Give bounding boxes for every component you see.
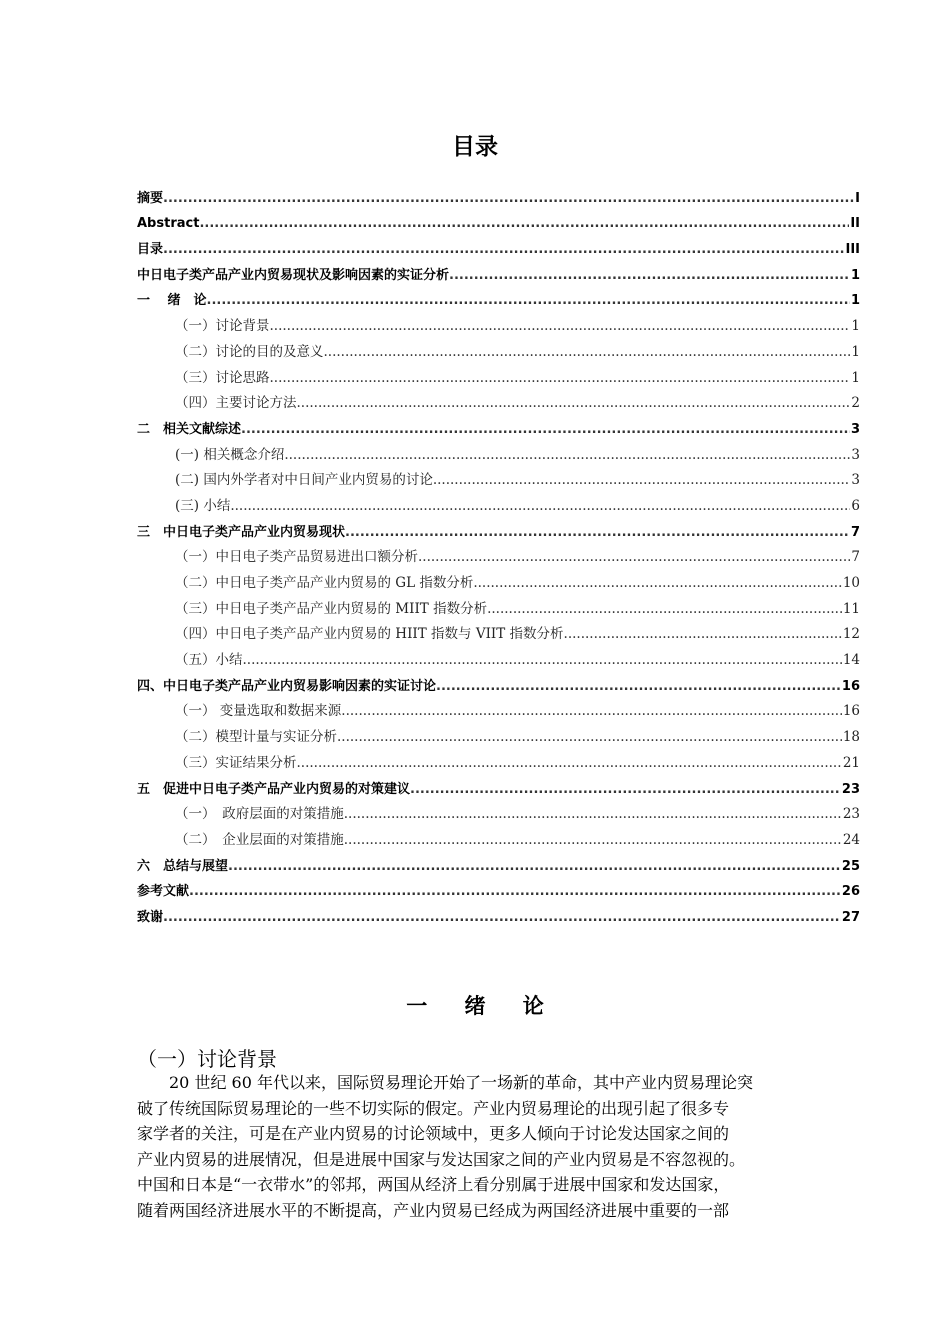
toc-entry[interactable] <box>137 412 860 438</box>
toc-entry[interactable] <box>137 284 860 310</box>
toc-leader-dots <box>297 755 842 772</box>
toc-entry[interactable] <box>137 875 860 901</box>
toc-entry[interactable] <box>137 592 860 618</box>
toc-leader-dots <box>230 498 850 515</box>
toc-entry[interactable] <box>137 746 860 772</box>
toc-entry-title: Abstract <box>137 216 200 232</box>
toc-entry-title: （三）实证结果分析 <box>175 754 297 771</box>
body-paragraph <box>137 1070 860 1224</box>
toc-leader-dots <box>243 652 842 669</box>
toc-entry-page: 11 <box>842 600 860 617</box>
toc-entry-title: （一）讨论背景 <box>175 318 270 335</box>
toc-entry-title: 致谢 <box>137 909 164 925</box>
toc-entry[interactable] <box>137 669 860 695</box>
toc-entry-title: （二）模型计量与实证分析 <box>175 729 337 746</box>
toc-leader-dots <box>284 447 850 464</box>
body-line: 产业内贸易的进展情况，但是进展中国家与发达国家之间的产业内贸易是不容忽视的。 <box>137 1149 746 1169</box>
toc-entry[interactable] <box>137 309 860 335</box>
toc-leader-dots <box>207 292 850 309</box>
toc-leader-dots <box>344 806 842 823</box>
toc-entry-page: 23 <box>842 806 860 823</box>
toc-entry[interactable] <box>137 515 860 541</box>
toc-entry-page: 1 <box>851 369 860 386</box>
toc-entry-title: （一） 政府层面的对策措施 <box>175 806 344 823</box>
toc-entry-page: I <box>855 190 860 206</box>
toc-entry[interactable] <box>137 720 860 746</box>
toc-entry-page: 16 <box>842 703 860 720</box>
toc-leader-dots <box>199 215 849 232</box>
toc-leader-dots <box>228 858 841 875</box>
toc-entry-title: (一) 相关概念介绍 <box>175 446 285 463</box>
toc-entry-page: 18 <box>842 729 860 746</box>
toc-entry-title: 目录 <box>137 242 164 258</box>
toc-entry-title: （三）中日电子类产品产业内贸易的 MIIT 指数分析 <box>175 600 488 617</box>
toc-leader-dots <box>270 370 851 387</box>
toc-leader-dots <box>410 781 841 798</box>
toc-entry-page: 14 <box>842 652 860 669</box>
toc-entry-page: 3 <box>851 446 860 463</box>
toc-entry-title: (二) 国内外学者对中日间产业内贸易的讨论 <box>175 472 433 489</box>
toc-title: 目录 <box>452 134 498 160</box>
toc-leader-dots <box>324 344 851 361</box>
toc-entry-page: 1 <box>851 343 860 360</box>
toc-entry[interactable] <box>137 387 860 413</box>
toc-leader-dots <box>345 524 850 541</box>
toc-entry-title: （五）小结 <box>175 652 243 669</box>
toc-leader-dots <box>189 883 841 900</box>
toc-entry-title: （三）讨论思路 <box>175 369 270 386</box>
toc-entry[interactable] <box>137 566 860 592</box>
toc-entry-page: 16 <box>841 678 860 694</box>
toc-entry-page: 23 <box>841 781 860 797</box>
toc-entry-title: （二） 企业层面的对策措施 <box>175 831 344 848</box>
toc-entry-title: （一） 变量选取和数据来源 <box>175 703 342 720</box>
toc-entry-page: 10 <box>842 575 860 591</box>
toc-leader-dots <box>163 909 841 926</box>
toc-entry[interactable] <box>137 643 860 669</box>
toc-entry[interactable] <box>137 900 860 926</box>
toc-entry-title: 中日电子类产品产业内贸易现状及影响因素的实证分析 <box>137 267 450 283</box>
toc-entry[interactable] <box>137 695 860 721</box>
body-line: 家学者的关注，可是在产业内贸易的讨论领域中，更多人倾向于讨论发达国家之间的 <box>137 1124 730 1144</box>
body-line: 破了传统国际贸易理论的一些不切实际的假定。产业内贸易理论的出现引起了很多专 <box>137 1098 730 1118</box>
toc-entry[interactable] <box>137 618 860 644</box>
toc-leader-dots <box>241 421 850 438</box>
toc-entry-title: 六 总结与展望 <box>137 858 229 874</box>
toc-entry[interactable] <box>137 438 860 464</box>
toc-entry-title: 三 中日电子类产品产业内贸易现状 <box>137 524 346 540</box>
toc-entry-title: 摘要 <box>137 190 164 206</box>
toc-entry[interactable] <box>137 489 860 515</box>
toc-leader-dots <box>487 601 842 618</box>
body-line: 20 世纪 60 年代以来，国际贸易理论开始了一场新的革命，其中产业内贸易理论突 <box>137 1073 753 1092</box>
toc-leader-dots <box>163 190 854 207</box>
toc-leader-dots <box>449 267 850 284</box>
toc-leader-dots <box>270 318 851 335</box>
toc-entry-page: 7 <box>850 524 860 540</box>
section-title: （一）讨论背景 <box>137 1047 277 1071</box>
toc-entry-title: （二）中日电子类产品产业内贸易的 GL 指数分析 <box>175 575 474 591</box>
body-line: 中国和日本是“一衣带水”的邻邦，两国从经济上看分别属于进展中国家和发达国家， <box>137 1175 730 1195</box>
table-of-contents <box>137 181 860 926</box>
toc-entry-page: 21 <box>842 754 860 771</box>
toc-leader-dots <box>473 575 841 592</box>
toc-leader-dots <box>418 549 850 566</box>
toc-leader-dots <box>436 678 841 695</box>
toc-entry[interactable] <box>137 772 860 798</box>
toc-entry-title: 参考文献 <box>137 884 190 900</box>
toc-entry[interactable] <box>137 335 860 361</box>
toc-entry-title: （二）讨论的目的及意义 <box>175 343 324 360</box>
toc-leader-dots <box>337 729 842 746</box>
toc-entry-page: 1 <box>851 318 860 335</box>
toc-entry-page: 26 <box>841 884 860 900</box>
toc-entry[interactable] <box>137 798 860 824</box>
toc-entry-page: 25 <box>841 858 860 874</box>
toc-leader-dots <box>564 626 842 643</box>
toc-entry-title: （四）主要讨论方法 <box>175 395 297 412</box>
toc-entry-page: 1 <box>850 267 860 283</box>
toc-entry-title: (三) 小结 <box>175 497 231 514</box>
toc-entry[interactable] <box>137 181 860 207</box>
toc-entry-title: 四、中日电子类产品产业内贸易影响因素的实证讨论 <box>137 678 437 694</box>
toc-leader-dots <box>163 241 844 258</box>
toc-leader-dots <box>344 832 842 849</box>
toc-entry[interactable] <box>137 361 860 387</box>
toc-entry-page: 12 <box>842 626 860 643</box>
body-line: 随着两国经济进展水平的不断提高，产业内贸易已经成为两国经济进展中重要的一部 <box>137 1200 730 1220</box>
toc-leader-dots <box>341 703 842 720</box>
toc-entry[interactable] <box>137 849 860 875</box>
toc-entry[interactable] <box>137 464 860 490</box>
toc-entry[interactable] <box>137 823 860 849</box>
toc-leader-dots <box>433 472 851 489</box>
toc-entry-page: 1 <box>850 293 860 309</box>
toc-entry-page: III <box>845 242 860 258</box>
toc-entry-page: 27 <box>841 909 860 925</box>
toc-entry-title: 二 相关文献综述 <box>137 421 242 437</box>
toc-entry-page: 2 <box>851 395 860 412</box>
toc-leader-dots <box>297 395 851 412</box>
toc-entry[interactable] <box>137 258 860 284</box>
toc-entry-page: 7 <box>851 549 860 566</box>
chapter-title: 一 绪 论 <box>406 994 544 1018</box>
toc-entry[interactable] <box>137 541 860 567</box>
toc-entry-title: 五 促进中日电子类产品产业内贸易的对策建议 <box>137 781 411 797</box>
toc-entry-page: II <box>850 216 860 232</box>
toc-entry[interactable] <box>137 207 860 233</box>
toc-entry[interactable] <box>137 232 860 258</box>
toc-entry-title: （四）中日电子类产品产业内贸易的 HIIT 指数与 VIIT 指数分析 <box>175 626 564 643</box>
toc-entry-title: 一 绪 论 <box>137 293 207 309</box>
toc-entry-page: 3 <box>851 472 860 489</box>
toc-entry-page: 6 <box>851 497 860 514</box>
toc-entry-page: 3 <box>850 421 860 437</box>
toc-entry-title: （一）中日电子类产品贸易进出口额分析 <box>175 549 418 566</box>
toc-entry-page: 24 <box>842 831 860 848</box>
